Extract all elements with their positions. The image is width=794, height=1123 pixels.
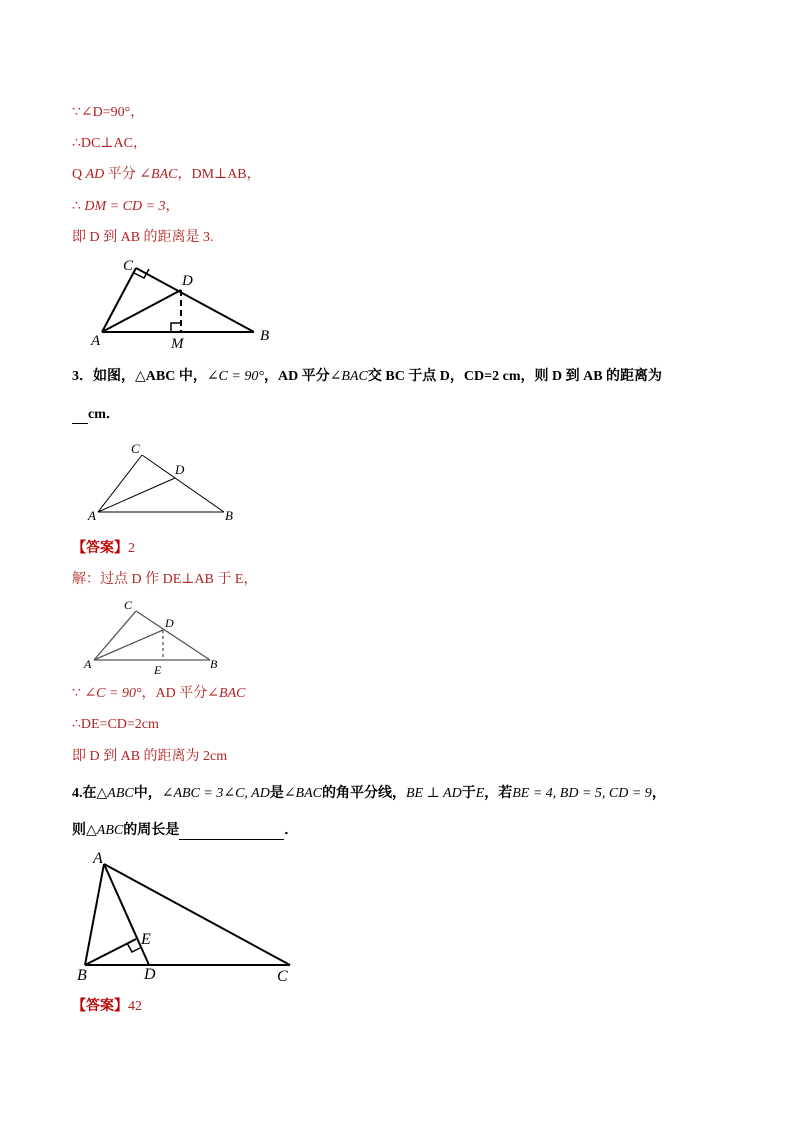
label-a: A: [91, 333, 101, 349]
answer-3: [72, 540, 135, 558]
figure-4-triangle: [70, 846, 310, 991]
condition-lengths: BE = 4, BD = 5, CD = 9: [512, 786, 652, 801]
solution-line-therefore: ∴DE=CD=2cm: [72, 717, 159, 732]
triangle-abc: △ABC: [96, 786, 134, 801]
comma: ，: [165, 199, 180, 214]
answer-4: [72, 998, 142, 1016]
question-3: [72, 368, 662, 386]
angle-bac: ∠BAC: [329, 369, 368, 384]
label-d: D: [144, 966, 156, 983]
angle-bac: ∠BAC: [283, 786, 322, 801]
point-e: E: [475, 786, 485, 801]
right-angle-mark-e: [127, 943, 140, 952]
question-number: 3．: [72, 369, 93, 384]
therefore-symbol: ∴: [72, 199, 81, 214]
q4-text-7: ，: [651, 786, 666, 801]
condition-be-perp-ad: BE ⊥ AD: [406, 786, 462, 801]
solution-line-angle-d: ∵∠D=90°，: [72, 105, 145, 120]
solution-line-since: [72, 685, 245, 703]
q3-text-1: 如图，△ABC 中，: [93, 369, 207, 384]
angle-bac: ∠BAC: [139, 167, 178, 182]
text-dm-perp-ab: ，DM⊥AB，: [177, 167, 261, 182]
q3-text-2: ，AD 平分: [263, 369, 330, 384]
q4-text-3: 是: [269, 786, 284, 801]
segment-ac: [104, 864, 290, 965]
q4-line2-text: 的周长是: [123, 823, 180, 838]
solution-line-ad-bisects: [72, 166, 261, 184]
solution-line-construct: 解：过点 D 作 DE⊥AB 于 E，: [72, 572, 258, 587]
label-c: C: [131, 441, 140, 456]
solution-line-dm-eq: [72, 198, 180, 216]
right-angle-mark-m: [171, 323, 181, 332]
question-number: 4: [72, 786, 79, 801]
q4-text-6: ，若: [484, 786, 513, 801]
question-4-line-2: [72, 822, 298, 840]
answer-blank[interactable]: [72, 409, 88, 424]
segment-cb: [136, 268, 254, 332]
label-b: B: [225, 508, 233, 523]
answer-tag: 【答案】: [72, 999, 128, 1014]
figure-3-triangle: [84, 596, 234, 681]
label-c: C: [123, 258, 134, 274]
angle-bac: ∠BAC: [207, 686, 246, 701]
answer-blank[interactable]: [179, 825, 284, 840]
solution-line-conclusion: 即 D 到 AB 的距离是 3.: [72, 230, 214, 245]
q4-text-4: 的角平分线，: [322, 786, 406, 801]
answer-tag: 【答案】: [72, 541, 128, 556]
label-c: C: [124, 598, 133, 612]
q3-text-4: cm．: [88, 407, 120, 422]
question-dot: .: [79, 786, 83, 801]
segment-be: [85, 939, 136, 965]
ad-label: AD: [85, 167, 105, 182]
label-e: E: [154, 663, 162, 677]
text-bisects: 平分: [104, 167, 140, 182]
solution-line-dc-perp-ac: ∴DC⊥AC，: [72, 136, 147, 151]
q-symbol: Q: [72, 167, 83, 182]
condition-angles: ∠ABC = 3∠C, AD: [161, 786, 270, 801]
label-b: B: [210, 657, 218, 671]
label-m: M: [171, 336, 184, 352]
q4-line2-pre: 则: [72, 823, 86, 838]
since-mid: ，AD 平分: [141, 686, 208, 701]
figure-2-triangle: [86, 440, 246, 525]
label-c: C: [277, 968, 288, 985]
label-e: E: [141, 931, 151, 948]
q4-line2-end: ．: [284, 823, 299, 838]
figure-1-triangle: [88, 256, 288, 351]
label-d: D: [165, 616, 174, 630]
label-d: D: [182, 273, 193, 289]
label-a: A: [84, 657, 92, 671]
segment-ab: [85, 864, 104, 965]
q3-text-3: 交 BC 于点 D，CD=2 cm，则 D 到 AB 的距离为: [367, 369, 663, 384]
dm-eq-cd-eq-3: DM = CD = 3: [84, 199, 166, 214]
question-4: [72, 785, 666, 803]
q4-text-5: 于: [461, 786, 476, 801]
segment-ad: [104, 864, 149, 965]
answer-value: 42: [128, 999, 142, 1014]
angle-c-eq-90: ∠C = 90°: [206, 369, 264, 384]
label-b: B: [77, 967, 87, 984]
label-d: D: [175, 462, 185, 477]
question-3-line-2: [72, 406, 120, 424]
q4-text-1: 在: [82, 786, 97, 801]
since-symbol: ∵: [72, 686, 81, 701]
q4-text-2: 中，: [133, 786, 162, 801]
solution-line-conclusion-2: 即 D 到 AB 的距离为 2cm: [72, 749, 228, 764]
label-b: B: [260, 328, 270, 344]
angle-c-eq-90: ∠C = 90°: [84, 686, 142, 701]
label-a: A: [93, 850, 103, 867]
label-a: A: [88, 508, 96, 523]
answer-value: 2: [128, 541, 135, 556]
triangle-abc: △ABC: [86, 823, 124, 838]
